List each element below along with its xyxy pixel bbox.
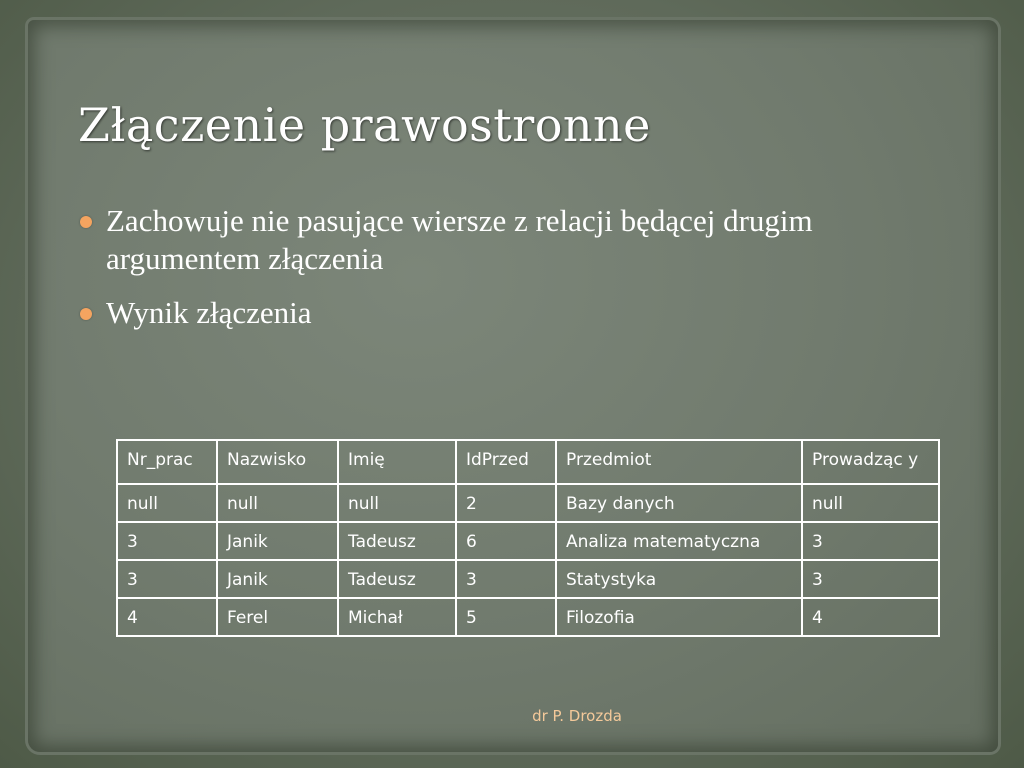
table-cell: 2 xyxy=(456,484,556,522)
table-cell: 6 xyxy=(456,522,556,560)
table-cell: Janik xyxy=(217,522,338,560)
bullet-list xyxy=(78,202,898,348)
result-table xyxy=(116,439,940,637)
table-cell: 3 xyxy=(117,522,217,560)
table-cell: Tadeusz xyxy=(338,522,456,560)
header-nazwisko: Nazwisko xyxy=(217,440,338,484)
table-cell: 4 xyxy=(117,598,217,636)
bullet-item xyxy=(78,202,898,278)
header-prowadzacy: Prowadząc y xyxy=(802,440,939,484)
table-cell: Analiza matematyczna xyxy=(556,522,802,560)
bullet-text: Zachowuje nie pasujące wiersze z relacji będącej drugim argumentem złączenia xyxy=(106,203,813,276)
table-row xyxy=(117,484,939,522)
table-cell: Michał xyxy=(338,598,456,636)
header-idprzed: IdPrzed xyxy=(456,440,556,484)
bullet-dot-icon xyxy=(80,216,92,228)
table-cell: Filozofia xyxy=(556,598,802,636)
bullet-dot-icon xyxy=(80,308,92,320)
table-cell: null xyxy=(217,484,338,522)
header-nr-prac: Nr_prac xyxy=(117,440,217,484)
table-cell: 3 xyxy=(802,522,939,560)
table-cell: 3 xyxy=(456,560,556,598)
table-cell: null xyxy=(117,484,217,522)
table-cell: 3 xyxy=(117,560,217,598)
table-cell: 3 xyxy=(802,560,939,598)
bullet-item xyxy=(78,294,898,332)
slide-title: Złączenie prawostronne xyxy=(78,98,651,152)
table-header-row xyxy=(117,440,939,484)
table-cell: Statystyka xyxy=(556,560,802,598)
table-row xyxy=(117,560,939,598)
table-row xyxy=(117,598,939,636)
table-cell: null xyxy=(338,484,456,522)
table-row xyxy=(117,522,939,560)
table-cell: Ferel xyxy=(217,598,338,636)
footer-author: dr P. Drozda xyxy=(532,707,622,725)
table-cell: 4 xyxy=(802,598,939,636)
table-cell: Tadeusz xyxy=(338,560,456,598)
table-cell: Bazy danych xyxy=(556,484,802,522)
table-cell: 5 xyxy=(456,598,556,636)
header-przedmiot: Przedmiot xyxy=(556,440,802,484)
table-cell: Janik xyxy=(217,560,338,598)
bullet-text: Wynik złączenia xyxy=(106,295,312,330)
header-imie: Imię xyxy=(338,440,456,484)
table-cell: null xyxy=(802,484,939,522)
